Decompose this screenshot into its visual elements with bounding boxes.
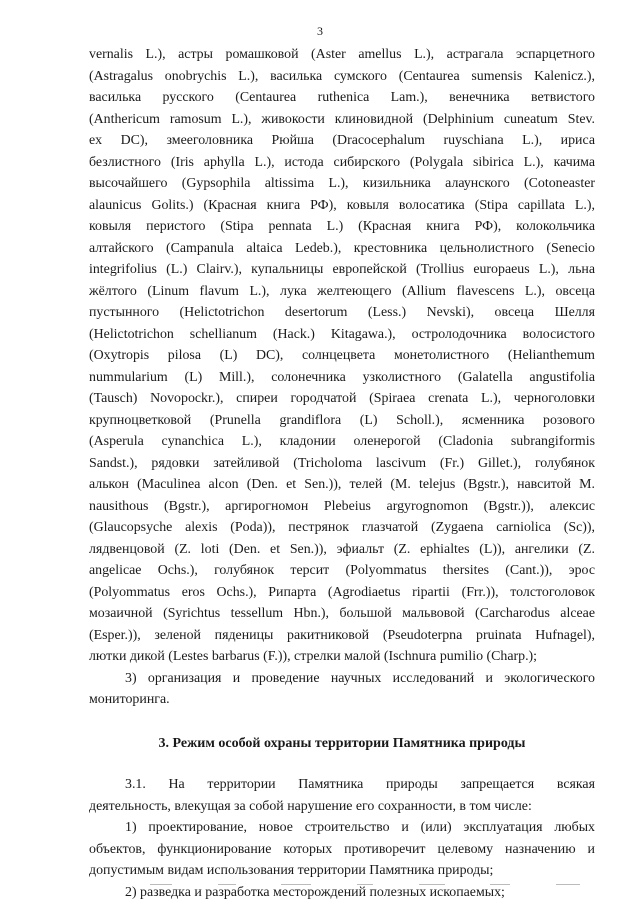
text-line: angelicae Ochs.), голубянок терсит (Polyommatus thersites (Cant.)), эрос xyxy=(89,563,595,578)
text-line: vernalis L.), астры ромашковой (Aster amellus L.), астрагала эспарцетного xyxy=(89,47,595,62)
text-line: (Esper.)), зеленой пяденицы ракитниковой (Pseudoterpna pruinata Hufnagel), xyxy=(89,627,595,643)
text-line: 3.1. На территории Памятника природы запрещается всякая xyxy=(125,777,595,792)
footer-scan-marks xyxy=(150,884,580,885)
text-line: (Tausch) Novopockr.), спиреи городчатой (Spiraea crenata L.), черноголовки xyxy=(89,391,595,406)
text-line: (Oxytropis pilosa (L) DC), солнцецвета монетолистного (Helianthemum xyxy=(89,348,595,363)
text-line: жёлтого (Linum flavum L.), лука желтеющего (Allium flavescens L.), овсеца xyxy=(89,283,595,299)
sub-item-1-paragraph xyxy=(89,817,595,882)
text-line: алькон (Maculinea alcon (Den. et Sen.)), телей (M. telejus (Bgstr.), навситой M. xyxy=(89,477,595,492)
text-line: 1) проектирование, новое строительство и (или) эксплуатация любых xyxy=(125,820,595,835)
text-line: лядвенцовой (Z. loti (Den. et Sen.)), эфиальт (Z. ephialtes (L)), ангелики (Z. xyxy=(89,541,595,557)
text-line: (Glaucopsyche alexis (Poda)), пестрянок глазчатой (Zygaena carniolica (Sc)), xyxy=(89,520,595,535)
text-line: nummularium (L) Mill.), солонечника узколистного (Galatella angustifolia xyxy=(89,369,595,385)
species-list-paragraph xyxy=(89,44,595,668)
text-line: лютки дикой (Lestes barbarus (F.)), стрелки малой (Ischnura pumilio (Charp.); xyxy=(89,649,538,664)
scan-mark xyxy=(281,884,311,885)
scan-mark xyxy=(556,884,580,885)
text-line: nausithous (Bgstr.), аргирогномон Plebeius argyrognomon (Bgstr.)), алексис xyxy=(89,498,595,514)
item-3-paragraph xyxy=(89,668,595,711)
text-line: integrifolius (L.) Clairv.), купальницы европейской (Trollius europaeus L.), льна xyxy=(89,262,595,277)
scan-mark xyxy=(218,884,236,885)
text-line: (Asperula cynanchica L.), кладонии оленерогой (Cladonia subrangiformis xyxy=(89,434,595,449)
text-line: допустимым видам использования территории Памятника природы; xyxy=(89,863,494,878)
text-line: Sandst.), рядовки затейливой (Tricholoma lascivum (Fr.) Gillet.), голубянок xyxy=(89,455,595,471)
text-line: объектов, функционирование которых противоречит целевому назначению и xyxy=(89,841,595,857)
text-line: (Polyommatus eros Ochs.), Рипарта (Agrodiaetus ripartii (Frr.)), толстоголовок xyxy=(89,584,595,600)
document-body xyxy=(89,44,595,903)
text-line: безлистного (Iris aphylla L.), истода сибирского (Polygala sibirica L.), качима xyxy=(89,154,595,170)
scan-mark xyxy=(357,884,373,885)
text-line: алтайского (Campanula altaica Ledeb.), крестовника цельнолистного (Senecio xyxy=(89,240,595,256)
text-line: высочайшего (Gypsophila altissima L.), кизильника алаунского (Cotoneaster xyxy=(89,176,595,191)
text-line: ковыля перистого (Stipa pennata L.) (Красная книга РФ), колокольчика xyxy=(89,219,595,234)
text-line: 2) разведка и разработка месторождений полезных ископаемых; xyxy=(125,884,505,900)
section-heading: 3. Режим особой охраны территории Памятника природы xyxy=(158,735,526,751)
clause-3-1-paragraph xyxy=(89,774,595,817)
text-line: мозаичной (Syrichtus tessellum Hbn.), большой мальвовой (Carcharodus alceae xyxy=(89,606,595,621)
scan-mark xyxy=(419,884,445,885)
text-line: мониторинга. xyxy=(89,692,170,707)
page-number: 3 xyxy=(317,24,323,38)
text-line: (Helictotrichon schellianum (Hack.) Kitagawa.), остролодочника волосистого xyxy=(89,326,595,342)
text-line: (Astragalus onobrychis L.), василька сумского (Centaurea sumensis Kalenicz.), xyxy=(89,68,595,84)
text-line: крупноцветковой (Prunella grandiflora (L) Scholl.), ясменника розового xyxy=(89,412,595,428)
text-line: alaunicus Golits.) (Красная книга РФ), ковыля волосатика (Stipa capillata L.), xyxy=(89,197,595,213)
text-line: деятельность, влекущая за собой нарушение его сохранности, в том числе: xyxy=(89,798,532,814)
text-line: 3) организация и проведение научных исследований и экологического xyxy=(125,670,595,686)
text-line: василька русского (Centaurea ruthenica Lam.), венечника ветвистого xyxy=(89,90,595,105)
text-line: пустынного (Helictotrichon desertorum (Less.) Nevski), овсеца Шелля xyxy=(89,305,595,320)
text-line: ex DC), змееголовника Рюйша (Dracocephalum ruyschiana L.), ириса xyxy=(89,133,595,148)
scan-mark xyxy=(490,884,510,885)
text-line: (Anthericum ramosum L.), живокости клиновидной (Delphinium cuneatum Stev. xyxy=(89,111,595,127)
scan-mark xyxy=(150,884,172,885)
